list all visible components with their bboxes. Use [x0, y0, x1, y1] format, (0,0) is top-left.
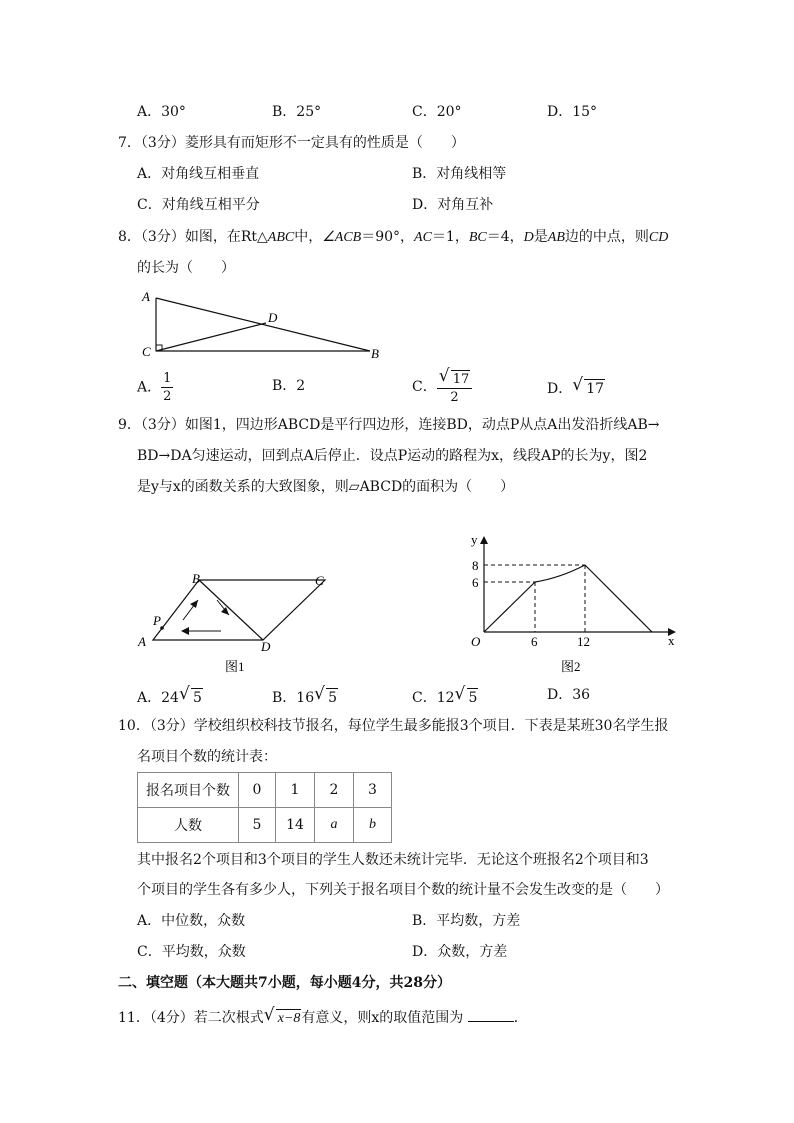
q9-option-d: D．36: [547, 687, 591, 703]
q7-stem: 7．（3分）菱形具有而矩形不一定具有的性质是（ ）: [118, 135, 465, 151]
q9-fig2-caption: 图2: [561, 659, 581, 674]
q9-fig2-y-axis-label: y: [471, 532, 478, 547]
q7-option-d: D．对角互补: [412, 197, 494, 213]
table-header-row: [138, 773, 392, 808]
table-cell: 14: [276, 808, 315, 843]
q8-label-a: A: [142, 289, 150, 304]
q10-option-d: D．众数，方差: [412, 944, 508, 960]
q10-stem-line3: 其中报名2个项目和3个项目的学生人数还未统计完毕．无论这个班报名2个项目和3: [137, 852, 649, 868]
q10-option-c: C．平均数，众数: [137, 944, 246, 960]
q7-option-a: A．对角线互相垂直: [137, 166, 260, 182]
q8-stem-line2: 的长为（ ）: [137, 260, 235, 276]
table-cell: 0: [239, 773, 276, 808]
q6-option-b: B．25°: [272, 104, 322, 120]
table-cell: 5: [239, 808, 276, 843]
q8-option-a: A． $\frac{1}{2}$: [137, 371, 172, 404]
q9-option-a: A．24 √ 5: [137, 684, 202, 706]
q9-fig2-origin: O: [471, 634, 481, 649]
table-cell: 2: [315, 773, 354, 808]
q8-option-b: B．2: [272, 378, 306, 394]
table-cell: a: [315, 808, 354, 843]
table-cell: b: [354, 808, 392, 843]
q7-option-c: C．对角线互相平分: [137, 197, 260, 213]
q6-option-d: D．15°: [547, 104, 598, 120]
q9-fig2-ytick-8: 8: [472, 558, 479, 573]
q9-fig1-caption: 图1: [225, 659, 245, 674]
q9-option-c: C．12 √ 5: [412, 684, 478, 706]
q8-triangle-figure: [138, 286, 388, 362]
q9-fig1-label-b: B: [192, 571, 200, 586]
q8-label-c: C: [142, 344, 151, 359]
q10-stat-table: [137, 772, 392, 843]
q8-label-d: D: [268, 310, 278, 325]
section2-title: 二、填空题（本大题共7小题，每小题4分，共28分）: [118, 975, 451, 991]
q6-option-a: A．30°: [137, 104, 186, 120]
q9-fig2-xtick-6: 6: [531, 634, 538, 649]
q9-function-graph: [462, 532, 682, 680]
q6-option-c: C．20°: [412, 104, 462, 120]
table-cell: 3: [354, 773, 392, 808]
table-row: [138, 808, 392, 843]
table-cell: 1: [276, 773, 315, 808]
q10-stem-line2: 名项目个数的统计表：: [137, 749, 277, 765]
q9-fig1-label-d: D: [261, 639, 271, 654]
q9-parallelogram-figure: [135, 565, 345, 677]
q9-fig1-label-c: C: [315, 573, 324, 588]
q10-option-b: B．平均数，方差: [412, 913, 521, 929]
q11-answer-blank: [468, 1009, 514, 1022]
q9-option-b: B．16 √ 5: [272, 684, 338, 706]
table-cell: 人数: [138, 808, 239, 843]
q9-fig2-ytick-6: 6: [472, 575, 479, 590]
q11-stem: 11．（4分）若二次根式 √ x−8有意义，则x的取值范围为 ．: [118, 1005, 528, 1026]
q9-fig1-label-p: P: [153, 613, 161, 628]
table-cell: 报名项目个数: [138, 773, 239, 808]
q9-fig2-x-axis-label: x: [668, 633, 675, 648]
q8-label-b: B: [371, 346, 379, 361]
q7-option-b: B．对角线相等: [412, 166, 507, 182]
q9-stem-line1: 9．（3分）如图1，四边形ABCD是平行四边形，连接BD，动点P从点A出发沿折线AB→: [118, 417, 660, 433]
q9-stem-line3: 是y与x的函数关系的大致图象，则▱ABCD的面积为（ ）: [137, 479, 515, 495]
q9-stem-line2: BD→DA匀速运动，回到点A后停止．设点P运动的路程为x，线段AP的长为y，图2: [137, 448, 648, 464]
q9-fig1-label-a: A: [138, 634, 146, 649]
q9-fig2-xtick-12: 12: [577, 634, 590, 649]
q8-stem-line1: 8．（3分）如图，在Rt△ABC中，∠ACB＝90°，AC＝1，BC＝4，D是AB边的中点，则CD: [118, 229, 669, 245]
q10-option-a: A．中位数，众数: [137, 913, 246, 929]
q8-option-c: C． √ 17 2: [412, 370, 472, 404]
q10-stem-line1: 10．（3分）学校组织校科技节报名，每位学生最多能报3个项目．下表是某班30名学生报: [118, 718, 669, 734]
q10-stem-line4: 个项目的学生各有多少人，下列关于报名项目个数的统计量不会发生改变的是（ ）: [137, 882, 669, 898]
q8-option-d: D． √ 17: [547, 375, 605, 397]
